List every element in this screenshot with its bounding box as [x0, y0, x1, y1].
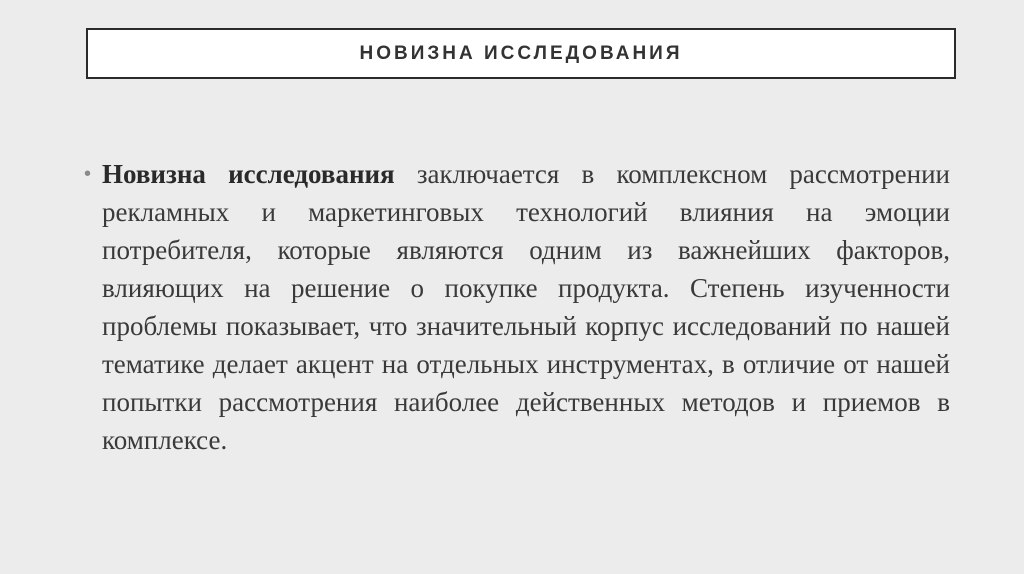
slide-title: НОВИЗНА ИССЛЕДОВАНИЯ [359, 42, 683, 64]
paragraph-body-text: заключается в комплексном рассмотрении рекламных и маркетинговых технологий влияния на эмоции потребителя, которые являются одним из важнейших факторов, влияющих на решение о покупке продукта. Степень изученности проблемы показывает, что значительный корпус исследований по нашей тематике делает акцент на отдельных инструментах, в отличие от нашей попытки рассмотрения наиболее действенных методов и приемов в комплексе. [102, 159, 950, 455]
paragraph-bold-lead: Новизна исследования [102, 159, 395, 189]
bullet-icon: • [84, 163, 92, 185]
content-area [84, 155, 950, 459]
title-box [86, 28, 956, 79]
body-paragraph [102, 155, 950, 459]
